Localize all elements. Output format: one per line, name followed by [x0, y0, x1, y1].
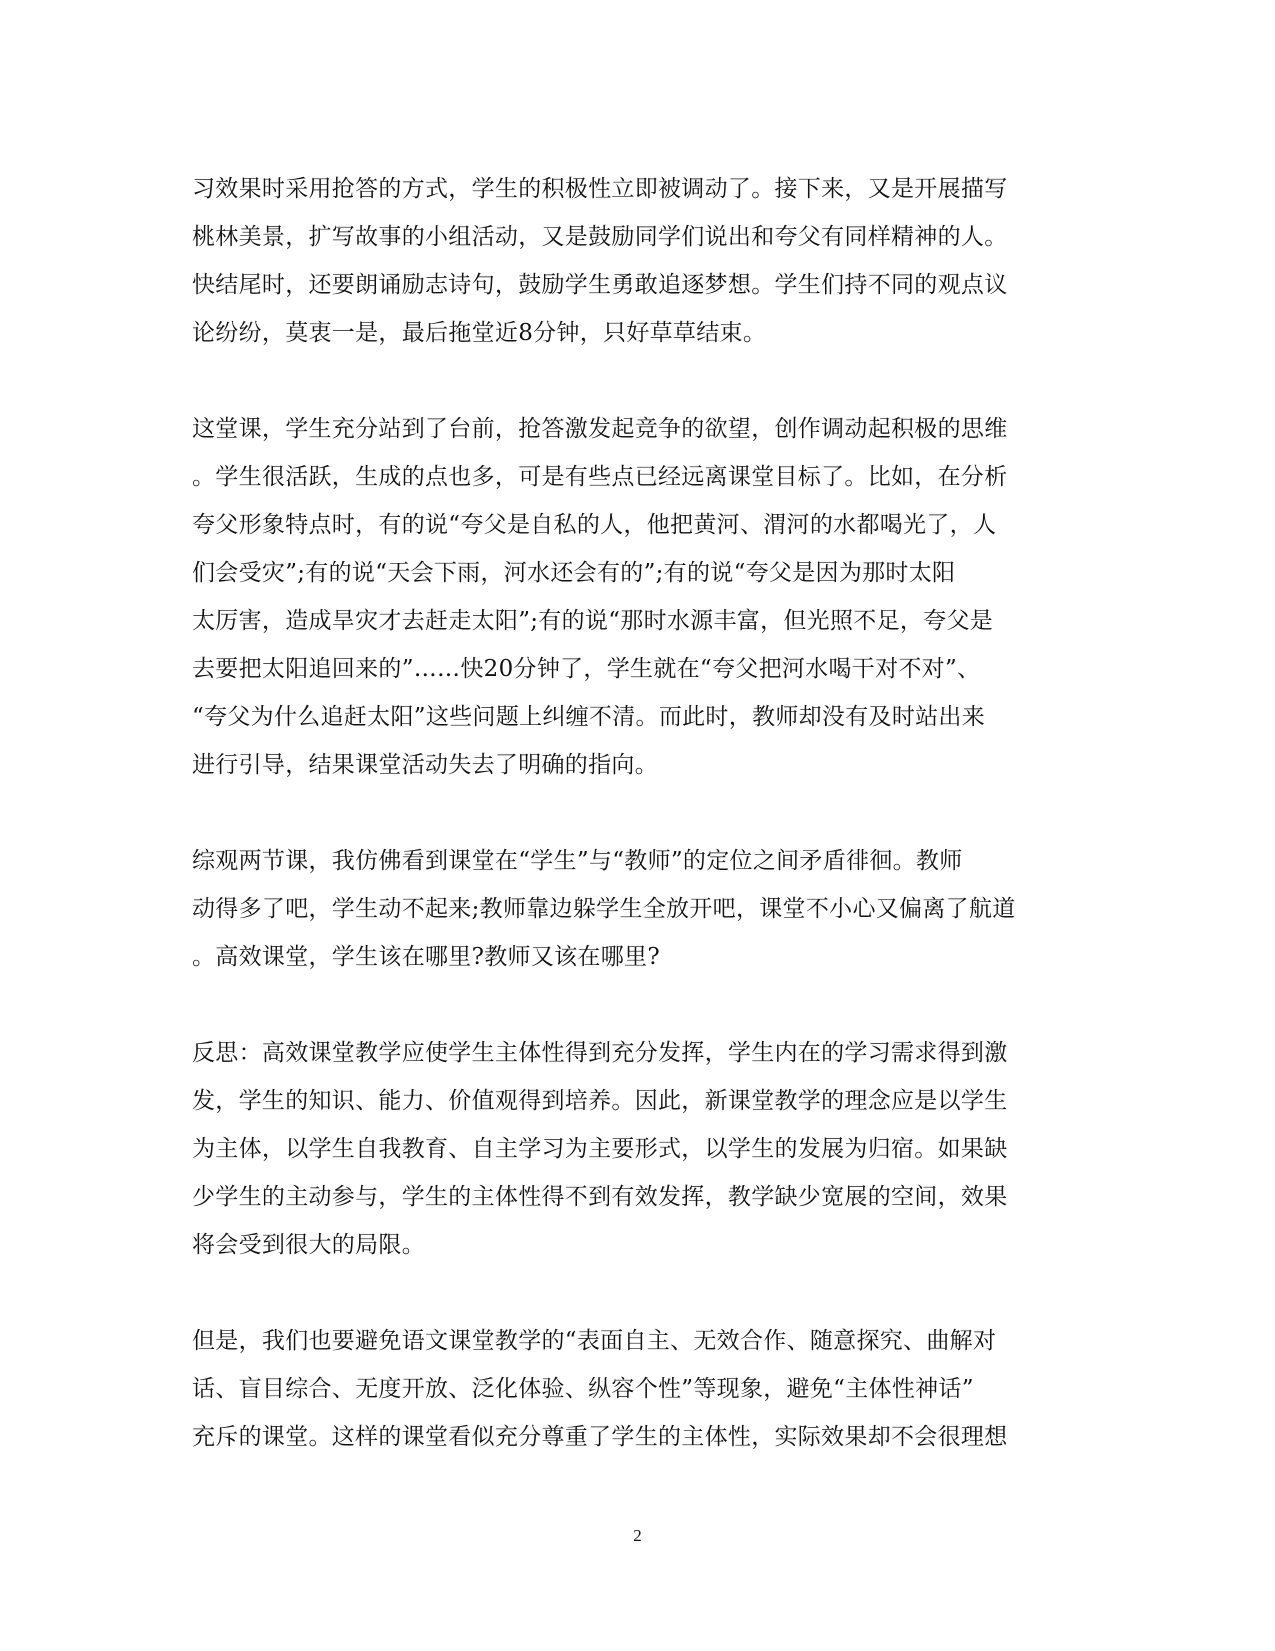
text-line: 这堂课，学生充分站到了台前，抢答激发起竞争的欲望，创作调动起积极的思维	[192, 416, 1008, 442]
text-line: 夸父形象特点时，有的说“夸父是自私的人，他把黄河、渭河的水都喝光了，人	[192, 512, 997, 538]
text-line: 。高效课堂，学生该在哪里?教师又该在哪里?	[192, 944, 660, 970]
text-line: 充斥的课堂。这样的课堂看似充分尊重了学生的主体性，实际效果却不会很理想	[192, 1424, 1008, 1450]
text-line: 为主体，以学生自我教育、自主学习为主要形式，以学生的发展为归宿。如果缺	[192, 1136, 1008, 1162]
text-line: 综观两节课，我仿佛看到课堂在“学生”与“教师”的定位之间矛盾徘徊。教师	[192, 848, 963, 874]
text-line: 桃林美景，扩写故事的小组活动，又是鼓励同学们说出和夸父有同样精神的人。	[192, 224, 1008, 250]
text-line: 话、盲目综合、无度开放、泛化体验、纵容个性”等现象，避免“主体性神话”	[192, 1376, 974, 1402]
text-line: 太厉害，造成旱灾才去赶走太阳”;有的说“那时水源丰富，但光照不足，夸父是	[192, 608, 994, 634]
page-number: 2	[633, 1526, 642, 1545]
text-line: 们会受灾”;有的说“天会下雨，河水还会有的”;有的说“夸父是因为那时太阳	[192, 560, 956, 586]
text-line: 少学生的主动参与，学生的主体性得不到有效发挥，教学缺少宽展的空间，效果	[192, 1184, 1008, 1210]
text-line: 。学生很活跃，生成的点也多，可是有些点已经远离课堂目标了。比如，在分析	[192, 464, 1008, 490]
text-line: 快结尾时，还要朗诵励志诗句，鼓励学生勇敢追逐梦想。学生们持不同的观点议	[192, 272, 1008, 298]
text-line: 但是，我们也要避免语文课堂教学的“表面自主、无效合作、随意探究、曲解对	[192, 1328, 997, 1354]
body-text	[192, 165, 1082, 1509]
text-line: 动得多了吧，学生动不起来;教师靠边躲学生全放开吧，课堂不小心又偏离了航道	[192, 896, 1016, 922]
text-line: 发，学生的知识、能力、价值观得到培养。因此，新课堂教学的理念应是以学生	[192, 1088, 1008, 1114]
paragraph-3	[192, 837, 1082, 981]
text-line: 将会受到很大的局限。	[192, 1232, 425, 1258]
paragraph-2	[192, 405, 1082, 789]
text-line: “夸父为什么追赶太阳”这些问题上纠缠不清。而此时，教师却没有及时站出来	[192, 704, 986, 730]
text-line: 反思：高效课堂教学应使学生主体性得到充分发挥，学生内在的学习需求得到激	[192, 1040, 1008, 1066]
text-line: 习效果时采用抢答的方式，学生的积极性立即被调动了。接下来，又是开展描写	[192, 176, 1008, 202]
text-line: 论纷纷，莫衷一是，最后拖堂近8分钟，只好草草结束。	[192, 320, 767, 346]
text-line: 进行引导，结果课堂活动失去了明确的指向。	[192, 752, 658, 778]
paragraph-1	[192, 165, 1082, 357]
paragraph-5	[192, 1317, 1082, 1461]
text-line: 去要把太阳追回来的”……快20分钟了，学生就在“夸父把河水喝干对不对”、	[192, 656, 981, 682]
paragraph-4	[192, 1029, 1082, 1269]
